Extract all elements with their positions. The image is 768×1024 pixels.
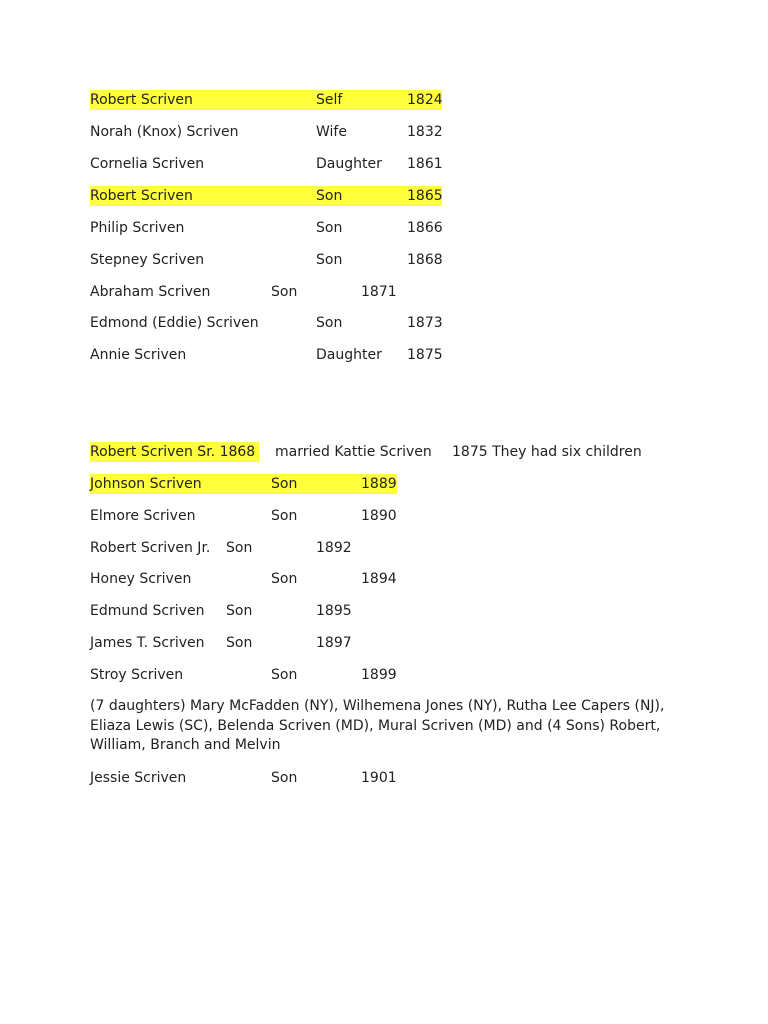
person-year: 1861	[407, 156, 443, 172]
household-row-8	[90, 345, 442, 365]
child-row-5	[90, 633, 397, 653]
person-name: Robert Scriven	[90, 188, 193, 204]
person-relation: Self	[316, 92, 343, 108]
child-row-3	[90, 569, 397, 589]
child-year: 1889	[361, 476, 397, 492]
person-name: Norah (Knox) Scriven	[90, 124, 239, 140]
child-year: 1897	[316, 635, 352, 651]
child-relation: Son	[226, 603, 253, 619]
child-relation: Son	[226, 635, 253, 651]
child-row-1	[90, 506, 397, 526]
child-year: 1892	[316, 540, 352, 556]
person-year: 1873	[407, 315, 443, 331]
person-relation: Son	[316, 188, 343, 204]
child-relation: Son	[271, 770, 298, 786]
person-name: Edmond (Eddie) Scriven	[90, 315, 259, 331]
household-row-3	[90, 186, 442, 206]
child-name: Edmund Scriven	[90, 603, 205, 619]
family2-married: married Kattie Scriven	[275, 444, 432, 460]
person-name: Philip Scriven	[90, 220, 185, 236]
child-name: Elmore Scriven	[90, 508, 196, 524]
person-year: 1824	[407, 92, 443, 108]
person-year: 1866	[407, 220, 443, 236]
child-row-0	[90, 474, 397, 494]
child-name: Jessie Scriven	[90, 770, 187, 786]
household-row-6	[90, 282, 442, 302]
person-name: Cornelia Scriven	[90, 156, 205, 172]
family2-head: Robert Scriven Sr. 1868	[90, 442, 259, 462]
family2-note: 1875 They had six children	[452, 444, 642, 460]
person-relation: Son	[271, 284, 298, 300]
household-row-0	[90, 90, 442, 110]
child-row-6	[90, 665, 397, 685]
person-relation: Son	[316, 252, 343, 268]
person-relation: Son	[316, 315, 343, 331]
child-name: Stroy Scriven	[90, 667, 184, 683]
person-name: Robert Scriven	[90, 92, 193, 108]
child-year: 1899	[361, 667, 397, 683]
child-year: 1895	[316, 603, 352, 619]
child-relation: Son	[226, 540, 253, 556]
person-year: 1868	[407, 252, 443, 268]
household-row-1	[90, 122, 442, 142]
person-year: 1865	[407, 188, 443, 204]
person-name: Annie Scriven	[90, 347, 187, 363]
child-relation: Son	[271, 476, 298, 492]
person-name: Stepney Scriven	[90, 252, 205, 268]
child-name: Johnson Scriven	[90, 476, 202, 492]
household-row-7	[90, 313, 442, 333]
child-year: 1890	[361, 508, 397, 524]
child-relation: Son	[271, 667, 298, 683]
daughters-sons-paragraph: (7 daughters) Mary McFadden (NY), Wilhemena Jones (NY), Rutha Lee Capers (NJ), Eliaza Lewis (SC), Belenda Scriven (MD), Mural Scriven (MD) and (4 Sons) Robert, William, Branch and Melvin	[90, 698, 665, 753]
person-relation: Son	[316, 220, 343, 236]
child-year: 1901	[361, 770, 397, 786]
child-row-4	[90, 601, 397, 621]
family2-header	[90, 442, 650, 462]
child-name: Honey Scriven	[90, 571, 192, 587]
person-year: 1871	[361, 284, 397, 300]
child-row-2	[90, 538, 397, 558]
child-name: Robert Scriven Jr.	[90, 540, 211, 556]
person-year: 1875	[407, 347, 443, 363]
person-relation: Wife	[316, 124, 347, 140]
child-name: James T. Scriven	[90, 635, 205, 651]
person-relation: Daughter	[316, 156, 382, 172]
person-relation: Daughter	[316, 347, 382, 363]
household-row-4	[90, 218, 442, 238]
person-year: 1832	[407, 124, 443, 140]
household-row-5	[90, 250, 442, 270]
child-relation: Son	[271, 571, 298, 587]
person-name: Abraham Scriven	[90, 284, 211, 300]
child-year: 1894	[361, 571, 397, 587]
household-row-2	[90, 154, 442, 174]
child-row-last	[90, 768, 397, 788]
child-relation: Son	[271, 508, 298, 524]
